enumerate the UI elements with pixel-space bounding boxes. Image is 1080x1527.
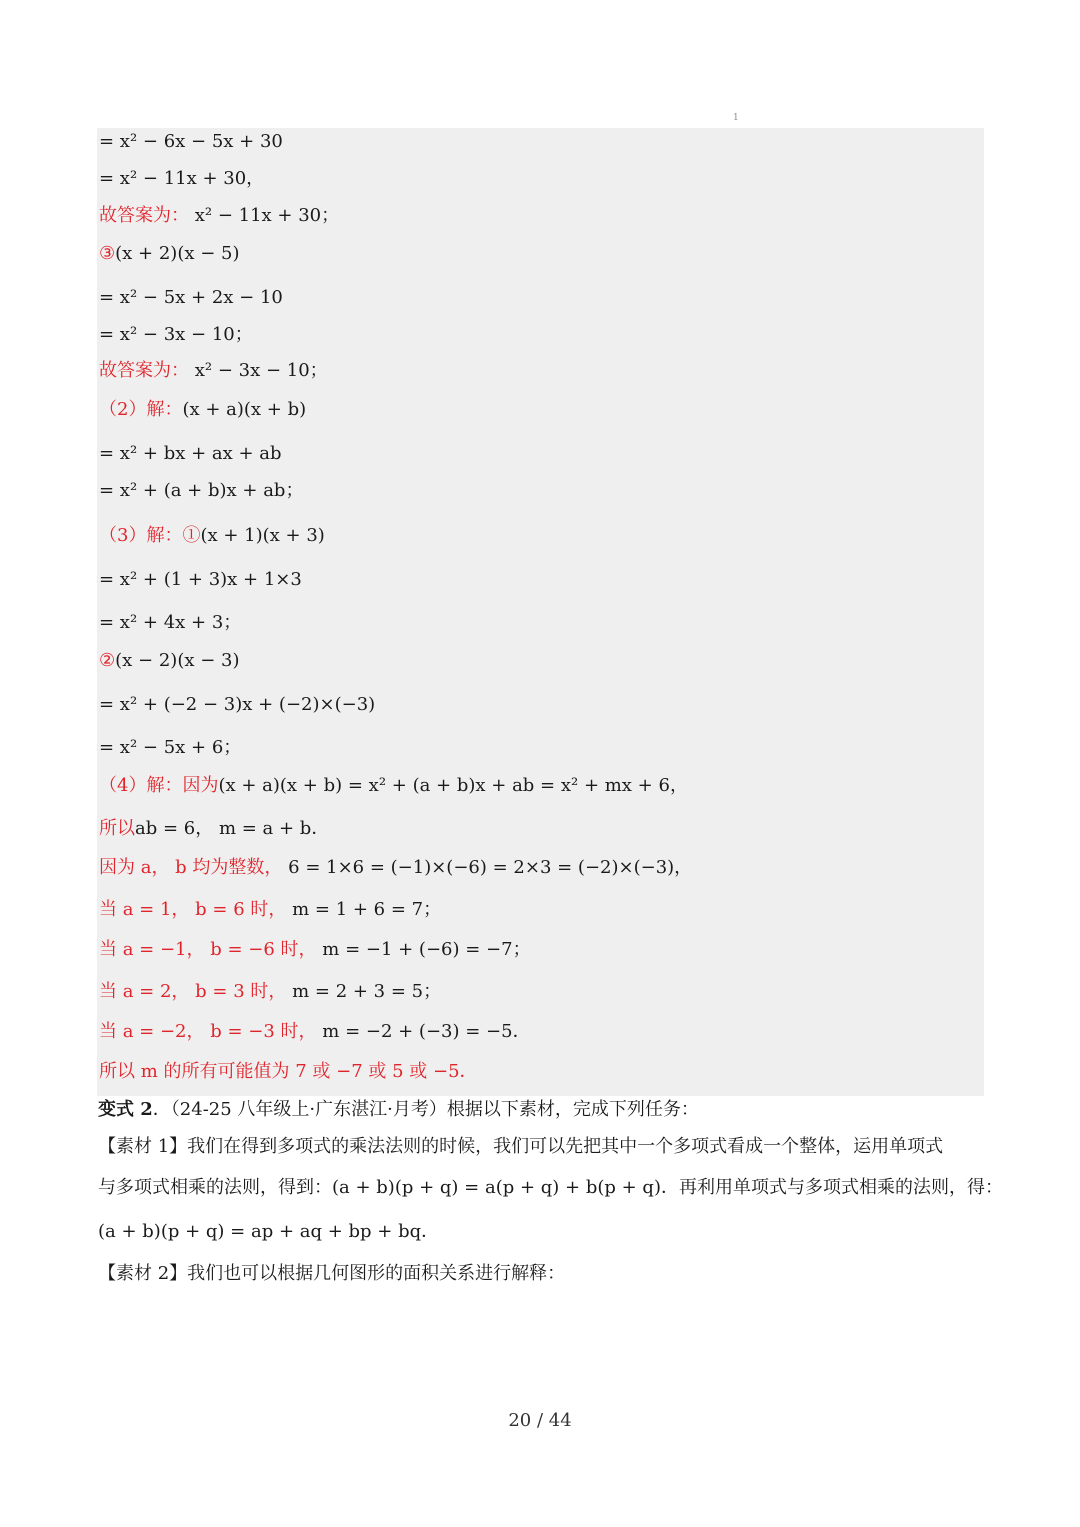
- material1-line2: 与多项式相乘的法则，得到：(a + b)(p + q) = a(p + q) + b(p + q)．再利用单项式与多项式相乘的法则，得：: [98, 1177, 1003, 1198]
- solution-line: = x² − 3x − 10；: [99, 324, 253, 345]
- header-mark: 1: [733, 113, 739, 123]
- solution-line: （3）解：①(x + 1)(x + 3): [99, 525, 325, 546]
- variant-intro: ．（24-25 八年级上·广东湛江·月考）根据以下素材，完成下列任务：: [152, 1099, 699, 1120]
- solution-line: = x² + 4x + 3；: [99, 612, 242, 633]
- solution-line: ②(x − 2)(x − 3): [99, 650, 240, 671]
- solution-line: 故答案为： x² − 3x − 10；: [99, 360, 328, 381]
- solution-line: 当 a = 2， b = 3 时， m = 2 + 3 = 5；: [99, 981, 442, 1002]
- material1-line3: (a + b)(p + q) = ap + aq + bp + bq．: [98, 1221, 440, 1242]
- solution-line: 当 a = −2， b = −3 时， m = −2 + (−3) = −5．: [99, 1021, 531, 1042]
- solution-line: = x² − 5x + 2x − 10: [99, 287, 283, 308]
- solution-line: 当 a = −1， b = −6 时， m = −1 + (−6) = −7；: [99, 939, 531, 960]
- solution-line: = x² + (−2 − 3)x + (−2)×(−3): [99, 694, 376, 715]
- solution-line: = x² − 11x + 30，: [99, 168, 265, 189]
- page-number: 20 / 44: [508, 1410, 572, 1431]
- solution-line: 故答案为： x² − 11x + 30；: [99, 205, 340, 226]
- variant-title: 变式 2: [98, 1099, 153, 1120]
- variant-heading: [98, 1098, 699, 1122]
- solution-line: ③(x + 2)(x − 5): [99, 243, 240, 264]
- solution-line: = x² − 6x − 5x + 30: [99, 131, 283, 152]
- solution-line: （4）解：因为(x + a)(x + b) = x² + (a + b)x + ab = x² + mx + 6，: [99, 775, 688, 796]
- material1-line1: 【素材 1】我们在得到多项式的乘法法则的时候，我们可以先把其中一个多项式看成一个整体，运用单项式: [98, 1136, 944, 1157]
- solution-line: = x² + (1 + 3)x + 1×3: [99, 569, 302, 590]
- solution-line: 因为 a， b 均为整数， 6 = 1×6 = (−1)×(−6) = 2×3 = (−2)×(−3)，: [99, 857, 693, 878]
- solution-line: = x² + bx + ax + ab: [99, 443, 282, 464]
- solution-block: [97, 128, 984, 1096]
- solution-line: = x² + (a + b)x + ab；: [99, 480, 304, 501]
- solution-line: 当 a = 1， b = 6 时， m = 1 + 6 = 7；: [99, 899, 442, 920]
- solution-line: 所以 m 的所有可能值为 7 或 −7 或 5 或 −5．: [99, 1061, 478, 1082]
- material2-line1: 【素材 2】我们也可以根据几何图形的面积关系进行解释：: [98, 1263, 566, 1284]
- solution-line: （2）解：(x + a)(x + b): [99, 399, 307, 420]
- solution-line: = x² − 5x + 6；: [99, 737, 242, 758]
- solution-line: 所以ab = 6， m = a + b．: [99, 818, 330, 839]
